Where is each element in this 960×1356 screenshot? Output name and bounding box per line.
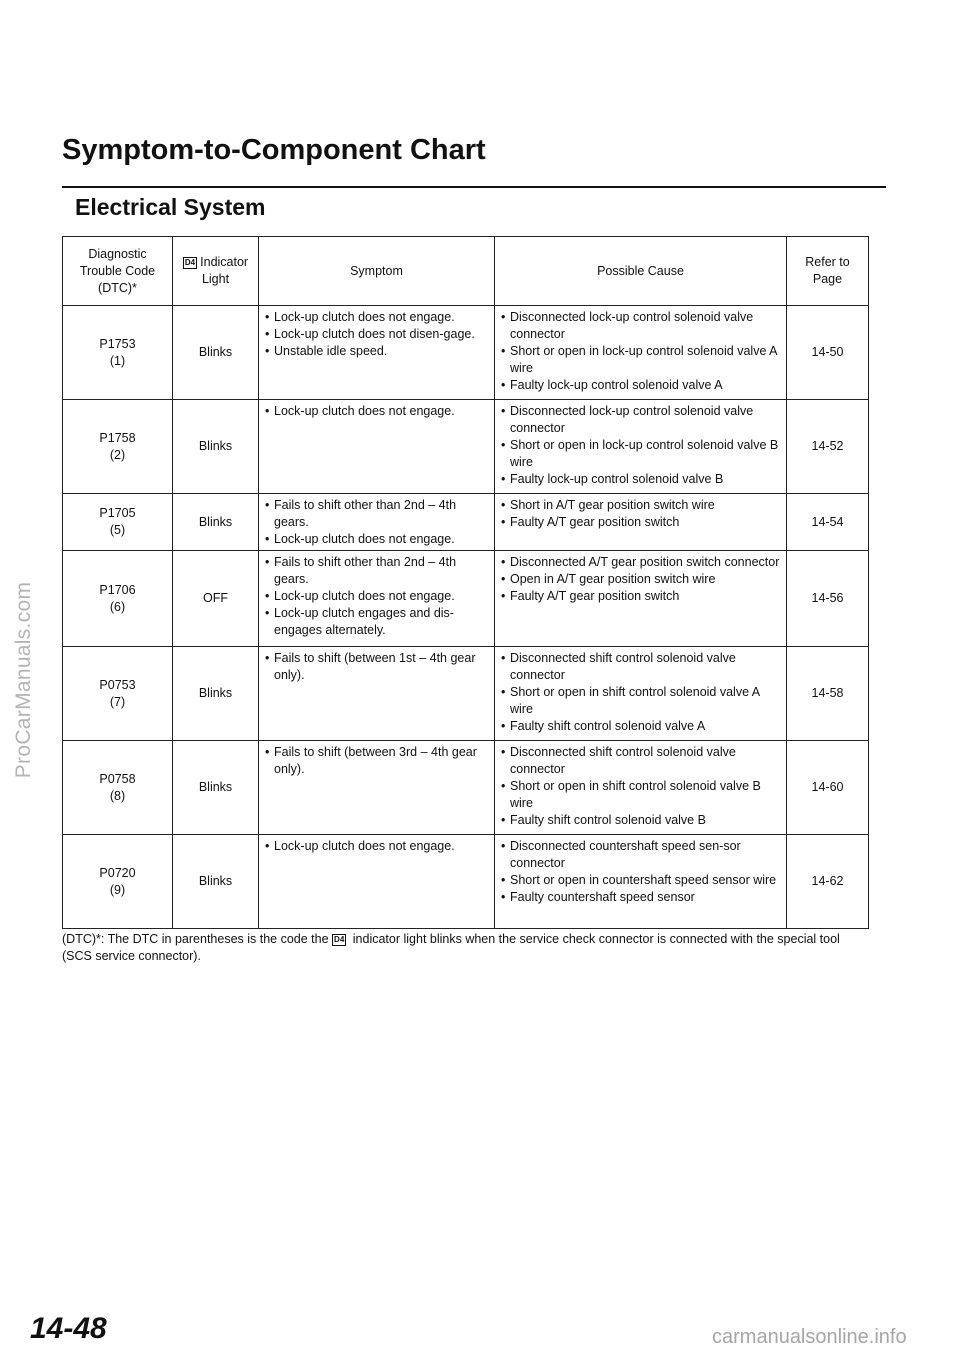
symptom-item: • Lock-up clutch engages and dis-engages alternately. bbox=[265, 605, 488, 639]
indicator-light-cell: OFF bbox=[173, 551, 259, 647]
header-row bbox=[63, 237, 869, 306]
symptom-list bbox=[265, 744, 488, 778]
indicator-light-cell: Blinks bbox=[173, 306, 259, 400]
dtc-code: P1706 bbox=[99, 582, 136, 597]
dtc-cell bbox=[63, 306, 173, 400]
dtc-code: P1705 bbox=[99, 506, 136, 520]
refer-page-cell: 14-50 bbox=[787, 306, 869, 400]
symptom-item: • Fails to shift (between 3rd – 4th gear only). bbox=[265, 744, 488, 778]
symptom-cell bbox=[259, 647, 495, 741]
cause-item: • Disconnected A/T gear position switch connector bbox=[501, 554, 780, 571]
indicator-light-cell: Blinks bbox=[173, 647, 259, 741]
refer-page-cell: 14-58 bbox=[787, 647, 869, 741]
dtc-cell bbox=[63, 741, 173, 835]
table-row bbox=[63, 835, 869, 929]
symptom-list bbox=[265, 403, 488, 420]
cause-item: • Faulty A/T gear position switch bbox=[501, 588, 780, 605]
dtc-cell bbox=[63, 494, 173, 551]
section-subtitle: Electrical System bbox=[75, 194, 266, 220]
header-dtc-line: Diagnostic bbox=[88, 246, 147, 261]
table-row bbox=[63, 400, 869, 494]
header-refer bbox=[787, 237, 869, 306]
header-refer-line: Refer to bbox=[805, 255, 850, 269]
symptom-cell bbox=[259, 741, 495, 835]
header-indicator-text: Indicator bbox=[200, 255, 249, 269]
dtc-cell bbox=[63, 647, 173, 741]
symptom-list bbox=[265, 497, 488, 548]
d4-indicator-icon: D4 bbox=[334, 935, 345, 944]
site-watermark: carmanualsonline.info bbox=[712, 1326, 907, 1348]
refer-page-cell: 14-56 bbox=[787, 551, 869, 647]
dtc-blink-count: (2) bbox=[109, 447, 126, 462]
cause-list bbox=[501, 403, 780, 488]
cause-list bbox=[501, 838, 780, 906]
cause-item: • Disconnected shift control solenoid valve connector bbox=[501, 744, 780, 778]
symptom-item: • Lock-up clutch does not engage. bbox=[265, 588, 488, 605]
cause-item: • Faulty countershaft speed sensor bbox=[501, 889, 780, 906]
page-number: 14-48 bbox=[30, 1312, 107, 1345]
header-cause: Possible Cause bbox=[495, 237, 787, 306]
symptom-item: • Lock-up clutch does not disen-gage. bbox=[265, 326, 488, 343]
symptom-list bbox=[265, 554, 488, 639]
cause-cell bbox=[495, 400, 787, 494]
table-row bbox=[63, 306, 869, 400]
refer-page-cell: 14-62 bbox=[787, 835, 869, 929]
cause-cell bbox=[495, 551, 787, 647]
header-dtc-line: Trouble Code bbox=[79, 263, 156, 278]
header-indicator-line: Light bbox=[201, 272, 230, 286]
cause-item: • Short or open in shift control solenoid valve A wire bbox=[501, 684, 780, 718]
cause-item: • Open in A/T gear position switch wire bbox=[501, 571, 780, 588]
header-symptom: Symptom bbox=[259, 237, 495, 306]
symptom-cell bbox=[259, 306, 495, 400]
cause-list bbox=[501, 309, 780, 394]
header-indicator-line bbox=[176, 254, 255, 271]
header-dtc bbox=[63, 237, 173, 306]
table-row bbox=[63, 551, 869, 647]
d4-indicator-icon: D4 bbox=[184, 258, 196, 267]
symptom-item: • Lock-up clutch does not engage. bbox=[265, 838, 488, 855]
cause-cell bbox=[495, 494, 787, 551]
indicator-light-cell: Blinks bbox=[173, 400, 259, 494]
cause-item: • Faulty lock-up control solenoid valve A bbox=[501, 377, 780, 394]
cause-cell bbox=[495, 741, 787, 835]
cause-list bbox=[501, 650, 780, 735]
cause-cell bbox=[495, 835, 787, 929]
symptom-item: • Fails to shift (between 1st – 4th gear only). bbox=[265, 650, 488, 684]
symptom-item: • Fails to shift other than 2nd – 4th gears. bbox=[265, 554, 488, 588]
cause-list bbox=[501, 554, 780, 605]
dtc-blink-count: (7) bbox=[109, 694, 126, 709]
refer-page-cell: 14-54 bbox=[787, 494, 869, 551]
symptom-cell bbox=[259, 835, 495, 929]
cause-item: • Short or open in shift control solenoid valve B wire bbox=[501, 778, 780, 812]
footnote-text: (DTC)*: The DTC in parentheses is the code the bbox=[62, 932, 329, 946]
cause-item: • Short or open in lock-up control solenoid valve B wire bbox=[501, 437, 780, 471]
table-row bbox=[63, 647, 869, 741]
dtc-code: P0758 bbox=[99, 771, 136, 786]
table-row bbox=[63, 741, 869, 835]
cause-item: • Disconnected lock-up control solenoid valve connector bbox=[501, 309, 780, 343]
dtc-cell bbox=[63, 400, 173, 494]
dtc-code: P1758 bbox=[99, 430, 136, 445]
indicator-light-cell: Blinks bbox=[173, 741, 259, 835]
cause-item: • Faulty shift control solenoid valve A bbox=[501, 718, 780, 735]
header-dtc-line: (DTC)* bbox=[98, 280, 137, 295]
indicator-light-cell: Blinks bbox=[173, 835, 259, 929]
watermark bbox=[8, 560, 40, 800]
cause-cell bbox=[495, 647, 787, 741]
symptom-item: • Unstable idle speed. bbox=[265, 343, 488, 360]
refer-page-cell: 14-52 bbox=[787, 400, 869, 494]
dtc-code: P0753 bbox=[99, 677, 136, 692]
cause-item: • Faulty lock-up control solenoid valve B bbox=[501, 471, 780, 488]
dtc-cell bbox=[63, 551, 173, 647]
dtc-blink-count: (1) bbox=[109, 353, 126, 368]
table-row bbox=[63, 494, 869, 551]
cause-item: • Short or open in lock-up control solenoid valve A wire bbox=[501, 343, 780, 377]
symptom-list bbox=[265, 309, 488, 360]
indicator-light-cell: Blinks bbox=[173, 494, 259, 551]
cause-item: • Short or open in countershaft speed sensor wire bbox=[501, 872, 780, 889]
cause-list bbox=[501, 744, 780, 829]
symptom-table bbox=[62, 236, 869, 929]
dtc-code: P1753 bbox=[99, 336, 136, 351]
symptom-cell bbox=[259, 400, 495, 494]
cause-item: • Disconnected shift control solenoid valve connector bbox=[501, 650, 780, 684]
symptom-list bbox=[265, 650, 488, 684]
cause-item: • Short in A/T gear position switch wire bbox=[501, 497, 780, 514]
cause-list bbox=[501, 497, 780, 531]
header-indicator bbox=[173, 237, 259, 306]
title-rule bbox=[62, 186, 886, 188]
header-refer-line: Page bbox=[812, 272, 843, 286]
cause-item: • Disconnected lock-up control solenoid valve connector bbox=[501, 403, 780, 437]
cause-item: • Faulty A/T gear position switch bbox=[501, 514, 780, 531]
symptom-item: • Lock-up clutch does not engage. bbox=[265, 403, 488, 420]
cause-item: • Disconnected countershaft speed sen-sor connector bbox=[501, 838, 780, 872]
refer-page-cell: 14-60 bbox=[787, 741, 869, 835]
dtc-blink-count: (9) bbox=[109, 882, 126, 897]
footnote-text: indicator light blinks when the service check connector is connected with the special tool (SCS service connector). bbox=[62, 932, 840, 963]
symptom-list bbox=[265, 838, 488, 855]
dtc-blink-count: (8) bbox=[109, 788, 126, 803]
dtc-cell bbox=[63, 835, 173, 929]
symptom-item: • Lock-up clutch does not engage. bbox=[265, 309, 488, 326]
footnote bbox=[62, 931, 872, 965]
dtc-code: P0720 bbox=[99, 865, 136, 880]
symptom-cell bbox=[259, 551, 495, 647]
symptom-item: • Lock-up clutch does not engage. bbox=[265, 531, 488, 548]
dtc-blink-count: (5) bbox=[109, 523, 126, 537]
symptom-item: • Fails to shift other than 2nd – 4th gears. bbox=[265, 497, 488, 531]
symptom-cell bbox=[259, 494, 495, 551]
page-title: Symptom-to-Component Chart bbox=[62, 134, 486, 166]
dtc-blink-count: (6) bbox=[109, 599, 126, 614]
cause-item: • Faulty shift control solenoid valve B bbox=[501, 812, 780, 829]
watermark-text: ProCarManuals.com bbox=[12, 581, 35, 779]
cause-cell bbox=[495, 306, 787, 400]
